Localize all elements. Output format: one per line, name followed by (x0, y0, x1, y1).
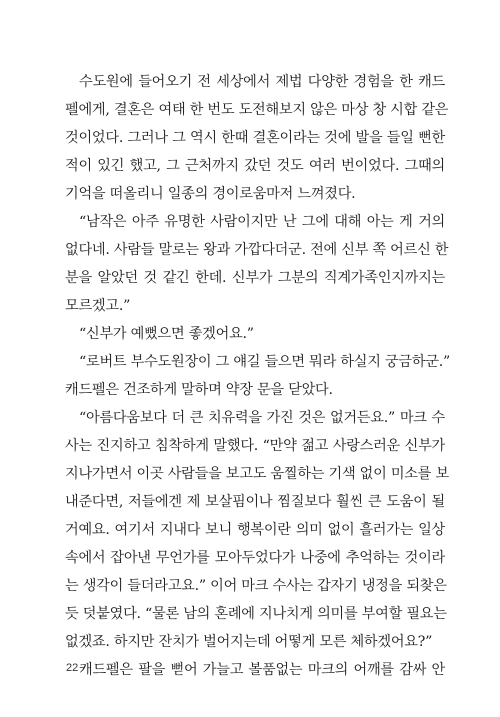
text-line: 지나가면서 이곳 사람들을 보고도 움찔하는 기색 없이 미소를 보 (65, 466, 449, 482)
page-number: 22 (66, 662, 79, 674)
text-line: 듯 덧붙였다. “물론 남의 혼례에 지나치게 의미를 부여할 필요는 (65, 606, 447, 622)
text-line: 사는 진지하고 침착하게 말했다. “만약 젊고 사랑스러운 신부가 (65, 438, 445, 454)
text-line: 적이 있긴 했고, 그 근처까지 갔던 것도 여러 번이었다. 그때의 (65, 158, 445, 174)
text-line: 는 생각이 들더라고요.” 이어 마크 수사는 갑자기 냉정을 되찾은 (65, 578, 447, 594)
text-line: 것이었다. 그러나 그 역시 한때 결혼이라는 것에 발을 들일 뻔한 (65, 130, 445, 146)
text-line: 캐드펠은 건조하게 말하며 약장 문을 닫았다. (65, 382, 333, 398)
text-line: 펠에게, 결혼은 여태 한 번도 도전해보지 않은 마상 창 시합 같은 (65, 102, 449, 118)
text-line: 모르겠고.” (65, 298, 131, 314)
text-line: “신부가 예뻤으면 좋겠어요.” (79, 326, 254, 342)
text-line: 수도원에 들어오기 전 세상에서 제법 다양한 경험을 한 캐드 (79, 74, 445, 90)
text-line: 없다네. 사람들 말로는 왕과 가깝다더군. 전에 신부 쪽 어르신 한 (65, 242, 449, 258)
text-line: 캐드펠은 팔을 뻗어 가늘고 볼품없는 마크의 어깨를 감싸 안 (79, 662, 445, 678)
text-line: 속에서 잡아낸 무언가를 모아두었다가 나중에 추억하는 것이라 (65, 550, 445, 566)
text-line: “남작은 아주 유명한 사람이지만 난 그에 대해 아는 게 거의 (79, 214, 445, 230)
text-line: 분을 알았던 것 같긴 한데. 신부가 그분의 직계가족인지까지는 (65, 270, 445, 286)
text-line: 거예요. 여기서 지내다 보니 행복이란 의미 없이 흘러가는 일상 (65, 522, 445, 538)
text-line: “아름다움보다 더 큰 치유력을 가진 것은 없거든요.” 마크 수 (79, 410, 445, 426)
text-line: 내준다면, 저들에겐 제 보살핌이나 찜질보다 훨씬 큰 도움이 될 (65, 494, 445, 510)
text-line: 기억을 떠올리니 일종의 경이로움마저 느껴졌다. (65, 186, 356, 202)
text-line: 없겠죠. 하지만 잔치가 벌어지는데 어떻게 모른 체하겠어요?” (65, 634, 433, 650)
text-line: “로버트 부수도원장이 그 얘길 들으면 뭐라 하실지 궁금하군.” (79, 354, 451, 370)
